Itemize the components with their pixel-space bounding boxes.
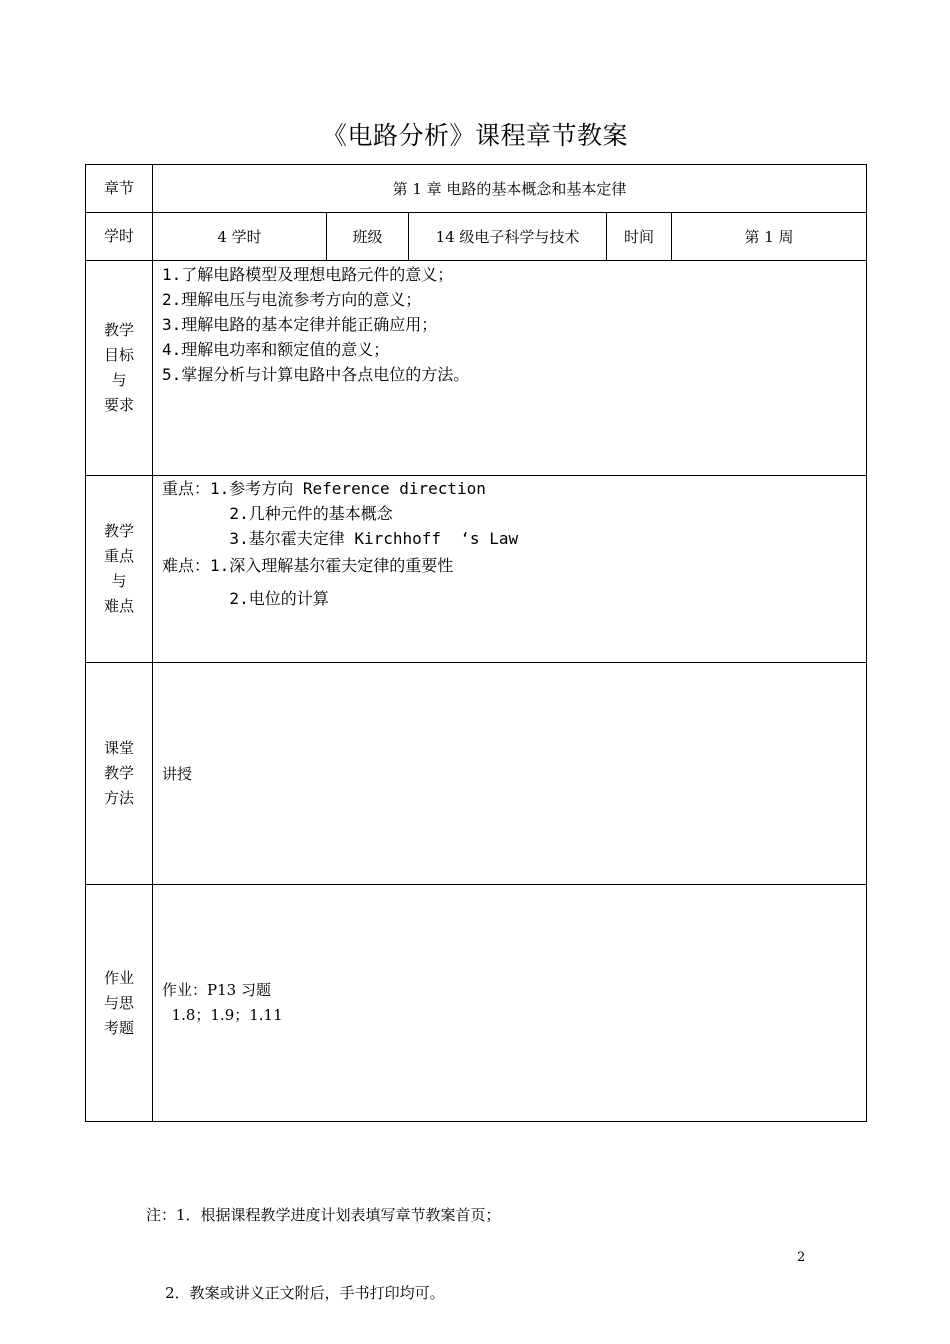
lesson-plan-table — [85, 164, 867, 1122]
hours-label: 学时 — [86, 213, 153, 261]
method-value: 讲授 — [162, 765, 193, 783]
objective-item: 3.理解电路的基本定律并能正确应用； — [162, 315, 438, 334]
key-point-line: 2.几种元件的基本概念 — [162, 504, 393, 523]
key-points-row — [86, 476, 867, 663]
class-label: 班级 — [327, 213, 409, 261]
difficulty-line: 难点：1.深入理解基尔霍夫定律的重要性 — [162, 556, 454, 575]
objective-item: 2.理解电压与电流参考方向的意义； — [162, 290, 422, 309]
key-points-label: 教学 重点 与 难点 — [86, 476, 153, 663]
objectives-label: 教学 目标 与 要求 — [86, 261, 153, 476]
chapter-label: 章节 — [86, 165, 153, 213]
class-value: 14 级电子科学与技术 — [409, 213, 607, 261]
objectives-row — [86, 261, 867, 476]
page-title: 《电路分析》课程章节教案 — [321, 121, 628, 150]
objectives-content — [153, 261, 867, 476]
method-content — [153, 663, 867, 885]
homework-row — [86, 885, 867, 1122]
page-number: 2 — [797, 1250, 806, 1265]
homework-label: 作业 与思 考题 — [86, 885, 153, 1122]
difficulty-line: 2.电位的计算 — [162, 589, 329, 608]
key-points-content — [153, 476, 867, 663]
homework-items: 1.8；1.9；1.11 — [162, 1006, 283, 1024]
homework-content — [153, 885, 867, 1122]
method-row — [86, 663, 867, 885]
hours-value: 4 学时 — [153, 213, 327, 261]
objective-item: 5.掌握分析与计算电路中各点电位的方法。 — [162, 365, 470, 384]
note-line: 2．教案或讲义正文附后，手书打印均可。 — [146, 1284, 445, 1302]
key-point-line: 重点：1.参考方向 Reference direction — [162, 479, 486, 498]
time-value: 第 1 周 — [672, 213, 867, 261]
chapter-value: 第 1 章 电路的基本概念和基本定律 — [153, 165, 867, 213]
objective-item: 4.理解电功率和额定值的意义； — [162, 340, 390, 359]
hours-row — [86, 213, 867, 261]
objective-item: 1.了解电路模型及理想电路元件的意义； — [162, 265, 454, 284]
note-line: 注：1．根据课程教学进度计划表填写章节教案首页； — [146, 1206, 501, 1224]
chapter-row — [86, 165, 867, 213]
homework-title: 作业：P13 习题 — [162, 981, 271, 999]
notes — [146, 1150, 501, 1332]
time-label: 时间 — [607, 213, 672, 261]
method-label: 课堂 教学 方法 — [86, 663, 153, 885]
key-point-line: 3.基尔霍夫定律 Kirchhoff ‘s Law — [162, 529, 519, 548]
